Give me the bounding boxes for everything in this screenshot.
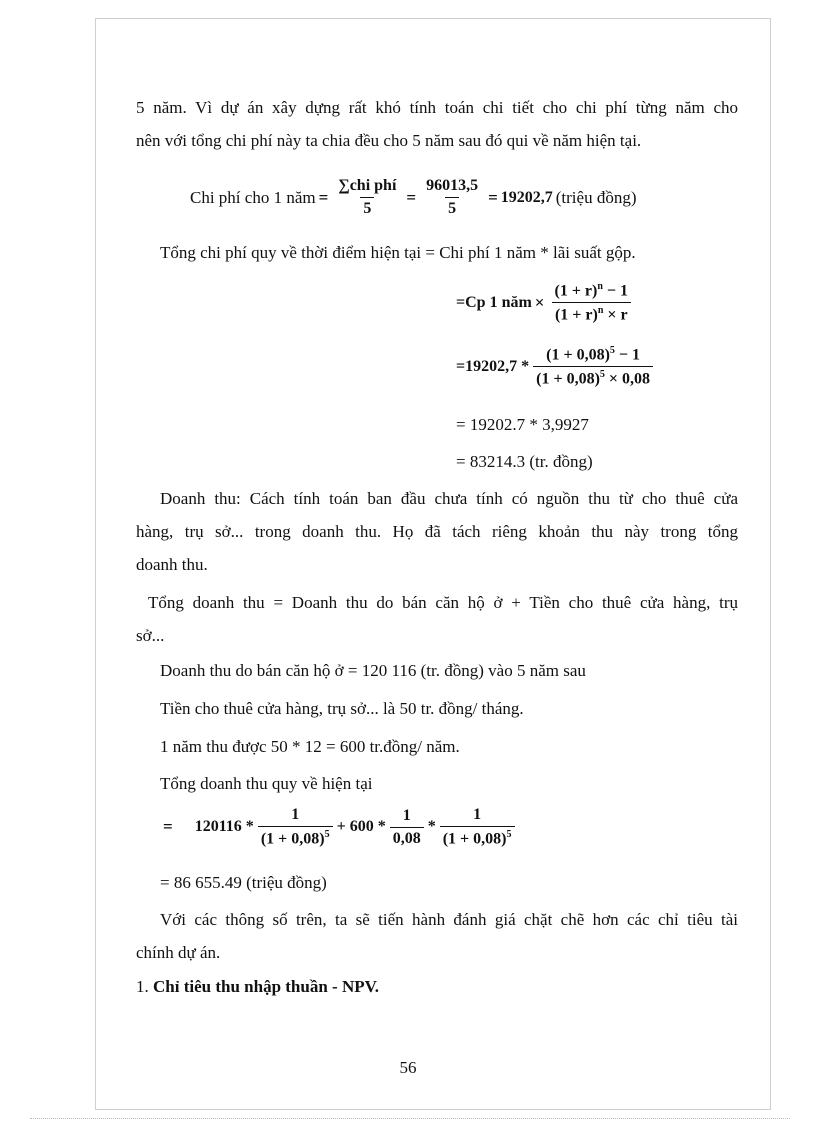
exponent: 5 bbox=[609, 345, 615, 356]
denominator: 5 bbox=[445, 197, 459, 218]
formula-lhs: =Cp 1 năm bbox=[456, 293, 532, 311]
denominator-tail: × 0,08 bbox=[604, 370, 651, 388]
equals-sign: = bbox=[406, 187, 417, 207]
formula-unit: (triệu đồng) bbox=[555, 187, 637, 207]
denominator-base: (1 + 0,08) bbox=[536, 370, 600, 388]
exponent: 5 bbox=[324, 829, 330, 840]
numerator bbox=[551, 281, 631, 302]
denominator-base: (1 + r) bbox=[554, 306, 598, 324]
heading-text: Chỉ tiêu thu nhập thuần - NPV. bbox=[153, 977, 379, 996]
numerator: 1 bbox=[291, 806, 300, 823]
page-number: 56 bbox=[399, 1058, 417, 1077]
paragraph-line: 5 năm. Vì dự án xây dựng rất khó tính toán chi tiết cho chi phí từng năm cho bbox=[136, 98, 738, 117]
numerator: 1 bbox=[402, 806, 411, 824]
denominator bbox=[533, 366, 653, 388]
equals-sign: = bbox=[163, 817, 173, 837]
fraction bbox=[335, 177, 399, 218]
result-line: = 19202.7 * 3,9927 bbox=[456, 415, 589, 434]
formula-operator: * bbox=[427, 818, 436, 836]
paragraph-line: sở... bbox=[136, 626, 165, 645]
paragraph-line: doanh thu. bbox=[136, 555, 208, 574]
fraction bbox=[440, 806, 515, 848]
formula-discount-values bbox=[456, 345, 657, 389]
formula-discount-factor bbox=[456, 281, 635, 325]
formula-cost-per-year bbox=[190, 177, 637, 218]
heading-number: 1. bbox=[136, 977, 153, 996]
paragraph-line: Doanh thu do bán căn hộ ở = 120 116 (tr. đồng) vào 5 năm sau bbox=[160, 661, 586, 680]
equals-sign: = bbox=[488, 187, 498, 207]
numerator-base: (1 + 0,08) bbox=[546, 346, 610, 364]
paragraph-line: 1 năm thu được 50 * 12 = 600 tr.đồng/ năm. bbox=[160, 737, 460, 756]
result-line: = 83214.3 (tr. đồng) bbox=[456, 452, 593, 471]
formula-label: Chi phí cho 1 năm bbox=[190, 187, 316, 207]
equals-sign: = bbox=[318, 187, 329, 207]
formula-term: 120116 * bbox=[194, 818, 254, 836]
paragraph-line: chính dự án. bbox=[136, 943, 221, 962]
fraction bbox=[258, 806, 333, 848]
section-heading bbox=[136, 977, 379, 997]
fraction bbox=[533, 345, 653, 389]
numerator bbox=[543, 345, 643, 366]
fraction bbox=[551, 281, 631, 325]
numerator: 1 bbox=[473, 806, 482, 823]
denominator bbox=[552, 302, 631, 324]
formula-total-revenue bbox=[160, 806, 519, 848]
paragraph-line: Doanh thu: Cách tính toán ban đầu chưa tính có nguồn thu từ cho thuê cửa bbox=[160, 489, 738, 508]
exponent: 5 bbox=[506, 829, 512, 840]
exponent: n bbox=[597, 305, 604, 317]
denominator-tail: × r bbox=[603, 306, 628, 324]
formula-lhs: =19202,7 * bbox=[456, 357, 530, 375]
result-line: = 86 655.49 (triệu đồng) bbox=[160, 873, 327, 892]
exponent: 5 bbox=[599, 369, 605, 381]
numerator-tail: − 1 bbox=[602, 282, 629, 300]
paragraph-line: Với các thông số trên, ta sẽ tiến hành đánh giá chặt chẽ hơn các chỉ tiêu tài bbox=[160, 910, 738, 929]
denominator: 0,08 bbox=[390, 827, 424, 848]
fraction bbox=[423, 177, 481, 218]
times-sign: × bbox=[534, 292, 545, 312]
formula-result: 19202,7 bbox=[500, 188, 553, 206]
paragraph-line: hàng, trụ sở... trong doanh thu. Họ đã tách riêng khoản thu này trong tổng bbox=[136, 522, 738, 541]
denominator-base: (1 + 0,08) bbox=[260, 830, 325, 848]
numerator: 96013,5 bbox=[426, 177, 479, 194]
paragraph-line: Tiền cho thuê cửa hàng, trụ sở... là 50 tr. đồng/ tháng. bbox=[160, 699, 524, 718]
bottom-border bbox=[30, 1118, 790, 1119]
formula-term: + 600 * bbox=[336, 818, 386, 836]
denominator: 5 bbox=[360, 197, 374, 218]
denominator-base: (1 + 0,08) bbox=[442, 830, 507, 848]
numerator-base: (1 + r) bbox=[554, 282, 598, 300]
fraction bbox=[390, 807, 424, 848]
denominator bbox=[258, 826, 333, 848]
numerator: ∑chi phí bbox=[338, 177, 397, 194]
paragraph-line: Tổng doanh thu = Doanh thu do bán căn hộ ở + Tiền cho thuê cửa hàng, trụ bbox=[148, 593, 738, 612]
paragraph-line: Tổng chi phí quy về thời điểm hiện tại = Chi phí 1 năm * lãi suất gộp. bbox=[160, 243, 636, 262]
numerator-tail: − 1 bbox=[614, 346, 641, 364]
paragraph-line: Tổng doanh thu quy về hiện tại bbox=[160, 774, 373, 793]
exponent: n bbox=[597, 281, 603, 292]
denominator bbox=[440, 826, 515, 848]
paragraph-line: nên với tổng chi phí này ta chia đều cho 5 năm sau đó qui về năm hiện tại. bbox=[136, 131, 642, 150]
